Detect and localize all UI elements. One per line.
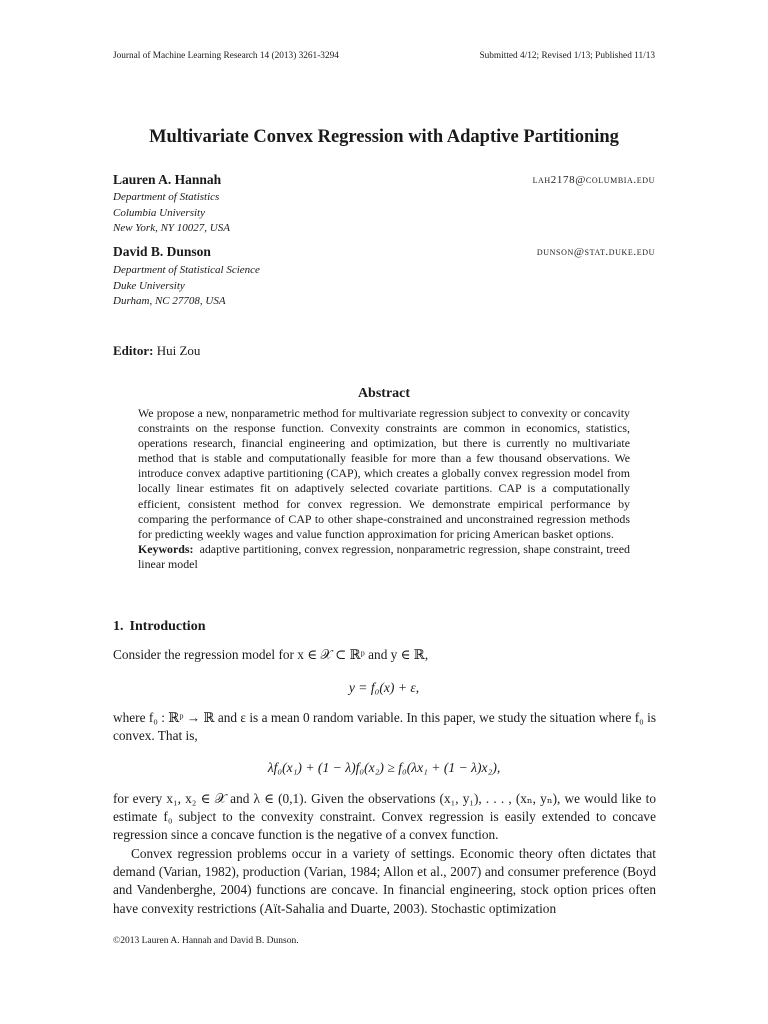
copyright-footer: ©2013 Lauren A. Hannah and David B. Dunson. [113, 936, 299, 946]
section-number: 1. [113, 619, 124, 634]
equation-convexity: λf₀(x₁) + (1 − λ)f₀(x₂) ≥ f₀(λx₁ + (1 − λ)x₂), [267, 760, 501, 775]
author-email[interactable]: lah2178@columbia.edu [532, 174, 655, 186]
affiliation-line: Duke University [113, 279, 185, 292]
author-affiliation [113, 190, 230, 237]
journal-header: Journal of Machine Learning Research 14 (2013) 3261-3294 [113, 51, 339, 61]
keywords [138, 542, 630, 572]
body-paragraph: Convex regression problems occur in a variety of settings. Economic theory often dictates that demand (Varian, 1982), production (Varian, 1984; Allon et al., 2007) and consumer preference (Boyd and Vandenberghe, 2004) functions are concave. In financial engineering, stock option prices often have convexity restrictions (Aït-Sahalia and Duarte, 2003). Stochastic optimization [113, 846, 656, 916]
author-name: Lauren A. Hannah [113, 172, 222, 187]
affiliation-line: New York, NY 10027, USA [113, 222, 230, 234]
affiliation-line: Department of Statistical Science [113, 264, 260, 276]
submission-dates: Submitted 4/12; Revised 1/13; Published 11/13 [479, 51, 655, 61]
abstract-text: We propose a new, nonparametric method for multivariate regression subject to convexity or concavity constraints on the response function. Convexity constraints are common in economics, statistics, operations research, financial engineering and optimization, but there is currently no multivariate method that is stable and computationally feasible for more than a few thousand observations. We introduce convex adaptive partitioning (CAP), which creates a globally convex regression model from locally linear estimates fit on adaptively selected covariate partitions. CAP is a computationally efficient, consistent method for convex regression. We demonstrate empirical performance by comparing the performance of CAP to other shape-constrained and unconstrained regression methods for predicting weekly wages and value function approximation for pricing American basket options. [138, 406, 630, 541]
keywords-list: adaptive partitioning, convex regression, nonparametric regression, shape constraint, treed linear model [138, 541, 630, 571]
editor-name: Hui Zou [156, 343, 201, 358]
abstract-body [138, 406, 630, 572]
editor-line [113, 343, 200, 359]
paper-title: Multivariate Convex Regression with Adaptive Partitioning [149, 127, 619, 147]
affiliation-line: Columbia University [113, 206, 205, 219]
body-paragraph: where f₀ : ℝᵖ → ℝ and ε is a mean 0 random variable. In this paper, we study the situation where f₀ is convex. That is, [113, 710, 656, 744]
section-heading [113, 619, 205, 635]
equation-model: y = f₀(x) + ε, [348, 680, 420, 695]
author-email[interactable]: dunson@stat.duke.edu [536, 246, 655, 258]
abstract-heading: Abstract [357, 386, 411, 401]
affiliation-line: Durham, NC 27708, USA [113, 295, 226, 307]
body-paragraph: Consider the regression model for x ∈ 𝒳 ⊂ ℝᵖ and y ∈ ℝ, [113, 647, 429, 662]
affiliation-line: Department of Statistics [113, 191, 220, 203]
body-paragraph: for every x₁, x₂ ∈ 𝒳 and λ ∈ (0,1). Given the observations (x₁, y₁), . . . , (xₙ, yₙ), we would like to estimate f₀ subject to the convexity constraint. Convex regression is easily extended to concave regression since a concave function is the negative of a convex function. [113, 791, 656, 843]
author-name: David B. Dunson [113, 244, 211, 259]
keywords-label: Keywords: [138, 541, 194, 556]
section-title: Introduction [129, 619, 206, 634]
editor-label: Editor: [113, 343, 154, 358]
author-affiliation [113, 263, 260, 310]
